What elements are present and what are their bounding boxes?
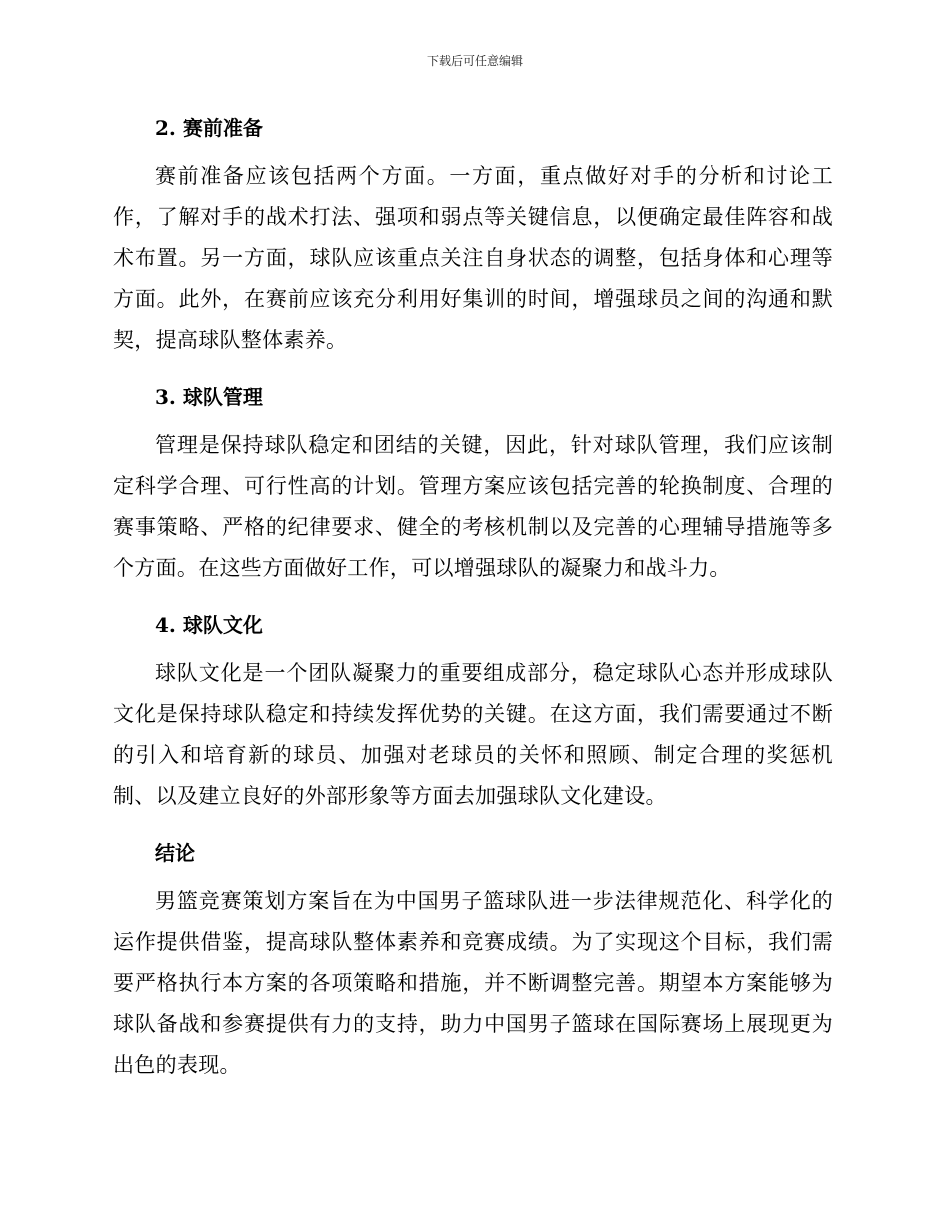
section-paragraph-team-culture: 球队文化是一个团队凝聚力的重要组成部分，稳定球队心态并形成球队文化是保持球队稳定和持续发挥优势的关键。在这方面，我们需要通过不断的引入和培育新的球员、加强对老球员的关怀和照顾、制定合理的奖惩机制、以及建立良好的外部形象等方面去加强球队文化建设。	[113, 661, 833, 808]
section-paragraph-conclusion: 男篮竞赛策划方案旨在为中国男子篮球队进一步法律规范化、科学化的运作提供借鉴，提高球队整体素养和竞赛成绩。为了实现这个目标，我们需要严格执行本方案的各项策略和措施，并不断调整完善。期望本方案能够为球队备战和参赛提供有力的支持，助力中国男子篮球在国际赛场上展现更为出色的表现。	[113, 889, 833, 1077]
section-heading-pre-match-preparation: 2. 赛前准备	[155, 116, 263, 140]
section-heading-team-culture: 4. 球队文化	[155, 613, 263, 637]
page-header: 下载后可任意编辑	[426, 54, 523, 68]
section-heading-conclusion: 结论	[155, 841, 195, 865]
section-heading-team-management: 3. 球队管理	[155, 385, 263, 409]
section-paragraph-team-management: 管理是保持球队稳定和团结的关键，因此，针对球队管理，我们应该制定科学合理、可行性高的计划。管理方案应该包括完善的轮换制度、合理的赛事策略、严格的纪律要求、健全的考核机制以及完善的心理辅导措施等多个方面。在这些方面做好工作，可以增强球队的凝聚力和战斗力。	[113, 433, 833, 580]
section-paragraph-pre-match-preparation: 赛前准备应该包括两个方面。一方面，重点做好对手的分析和讨论工作，了解对手的战术打法、强项和弱点等关键信息，以便确定最佳阵容和战术布置。另一方面，球队应该重点关注自身状态的调整，包括身体和心理等方面。此外，在赛前应该充分利用好集训的时间，增强球员之间的沟通和默契，提高球队整体素养。	[113, 164, 833, 352]
document-body	[113, 108, 833, 1102]
